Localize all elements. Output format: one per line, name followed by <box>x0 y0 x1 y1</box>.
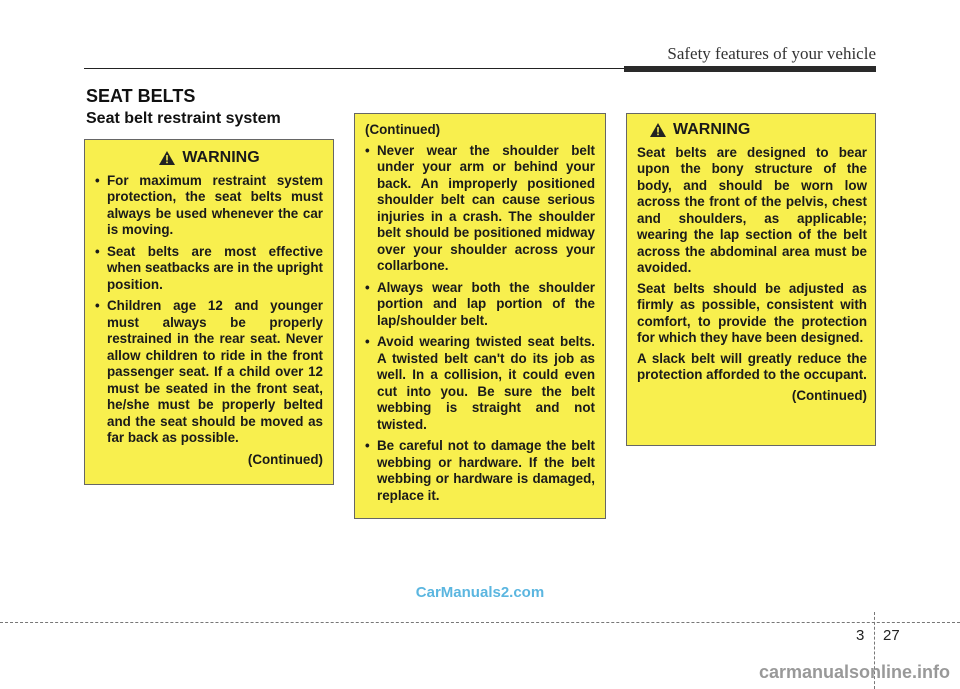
list-item: • Be careful not to damage the belt webbing or hardware. If the belt webbing or hardware is damaged, replace it. <box>365 438 595 504</box>
list-item: • Children age 12 and younger must always be properly restrained in the rear seat. Never allow children to ride in the front passenger seat. If a child over 12 must be seated in the front seat, he/she must be properly belted and the seat should be moved as far back as possible. <box>95 298 323 447</box>
header-rule <box>84 66 876 72</box>
chapter-number: 3 <box>856 627 865 644</box>
warning-triangle-icon <box>158 150 176 166</box>
list-item: • Never wear the shoulder belt under your arm or behind your back. An improperly positioned shoulder belt can cause serious injuries in a crash. The shoulder belt should be positioned midway over your shoulder across your collarbone. <box>365 143 595 275</box>
warning-list <box>365 143 595 505</box>
list-item: • Seat belts are most effective when seatbacks are in the upright position. <box>95 244 323 294</box>
list-item: • Avoid wearing twisted seat belts. A twisted belt can't do its job as well. In a collision, it could even cut into you. Be sure the belt webbing is straight and not twisted. <box>365 334 595 433</box>
warning-heading <box>95 150 323 167</box>
warning-triangle-icon <box>649 122 667 138</box>
warning-box-2 <box>354 113 606 519</box>
page-number: 27 <box>883 627 900 644</box>
warning-list <box>95 173 323 447</box>
continued-label: (Continued) <box>247 451 323 467</box>
warning-paragraph: Seat belts should be adjusted as firmly as possible, consistent with comfort, to provide the protection for which they have been designed. <box>637 280 867 345</box>
watermark-link[interactable]: CarManuals2.com <box>415 584 545 601</box>
footer-site-link[interactable]: carmanualsonline.info <box>758 662 950 682</box>
list-item: • For maximum restraint system protection, the seat belts must always be used whenever the car is moving. <box>95 173 323 239</box>
continued-label: (Continued) <box>365 122 441 137</box>
subsection-title: Seat belt restraint system <box>86 110 281 127</box>
footer-divider <box>0 622 960 623</box>
continued-label: (Continued) <box>791 387 867 403</box>
header-title: Safety features of your vehicle <box>667 44 876 63</box>
warning-paragraph: A slack belt will greatly reduce the protection afforded to the occupant. <box>637 350 867 382</box>
warning-heading <box>637 122 867 139</box>
warning-heading-text: WARNING <box>182 149 260 166</box>
list-item: • Always wear both the shoulder portion and lap portion of the lap/shoulder belt. <box>365 280 595 330</box>
warning-box-3 <box>626 113 876 446</box>
section-title: SEAT BELTS <box>86 86 196 106</box>
warning-paragraph: Seat belts are designed to bear upon the bony structure of the body, and should be worn low across the front of the pelvis, chest and shoulders, as applicable; wearing the lap section of the belt across the abdominal area must be avoided. <box>637 144 867 275</box>
warning-heading-text: WARNING <box>673 121 751 138</box>
warning-box-1 <box>84 139 334 485</box>
